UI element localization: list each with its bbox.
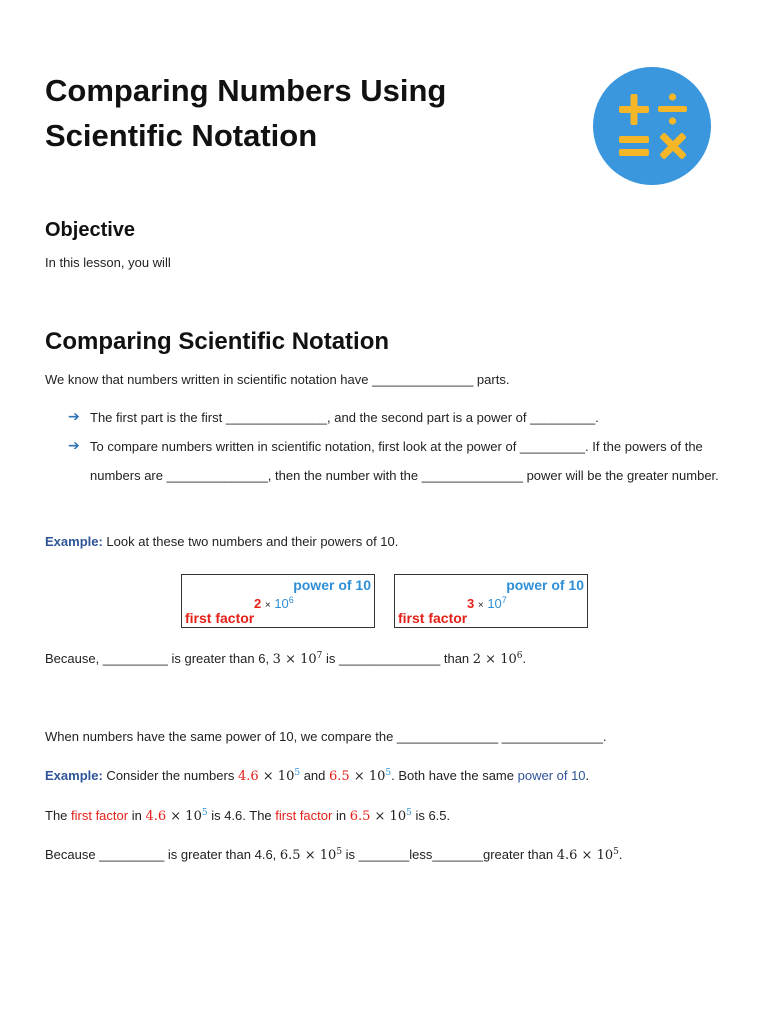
section-heading: Comparing Scientific Notation — [45, 328, 390, 355]
times-sign: × — [264, 600, 271, 611]
period: . — [522, 651, 527, 666]
math-expression — [350, 809, 412, 824]
coefficient: 4.6 — [145, 809, 167, 824]
example-2-description: Consider the numbers — [102, 768, 238, 783]
exponent: 5 — [201, 808, 208, 818]
intro-text: We know that numbers written in scientific notation have ______________ parts. — [45, 372, 510, 387]
math-expression — [238, 769, 300, 784]
text: in — [332, 808, 350, 823]
text: is 6.5. — [411, 808, 451, 823]
scientific-number — [467, 596, 507, 611]
power-of-10-label: power of 10 — [506, 577, 584, 593]
exponent: 5 — [336, 847, 343, 857]
times-sign: × — [481, 652, 501, 667]
math-operators-icon — [592, 66, 712, 186]
coefficient: 6.5 — [349, 809, 371, 824]
math-expression — [473, 652, 523, 667]
because-line-2 — [45, 846, 622, 865]
math-expression — [280, 848, 342, 863]
bullet-item-1: The first part is the first ______________, and the second part is a power of _________. — [90, 410, 599, 425]
coefficient: 4.6 — [556, 848, 578, 863]
base: 10 — [277, 769, 295, 784]
title-line-1: Comparing Numbers Using — [45, 73, 447, 108]
bullet-item-2: To compare numbers written in scientific notation, first look at the power of _________. If the powers of the numbers are ______________, then the number with the ______________ power will be the greater number. — [90, 439, 719, 483]
exponent: 5 — [385, 768, 392, 778]
base: 10 — [487, 596, 502, 611]
arrow-bullet-icon: ➔ — [68, 408, 80, 424]
because-text: is ______________ than — [322, 651, 473, 666]
coefficient: 2 — [472, 652, 482, 667]
period: . — [618, 847, 623, 862]
times-sign: × — [300, 848, 320, 863]
scientific-number — [254, 596, 294, 611]
exponent: 7 — [316, 651, 323, 661]
objective-text: In this lesson, you will — [45, 255, 171, 270]
coefficient: 6.5 — [279, 848, 301, 863]
times-sign: × — [577, 848, 597, 863]
exponent: 6 — [516, 651, 523, 661]
example-1-text — [45, 533, 398, 551]
base: 10 — [368, 769, 386, 784]
times-sign: × — [166, 809, 186, 824]
times-sign: × — [280, 652, 301, 667]
arrow-bullet-icon: ➔ — [68, 437, 80, 453]
and-text: and — [300, 768, 329, 783]
base: 10 — [300, 652, 317, 667]
base: 10 — [274, 596, 289, 611]
because-text: is _______less_______greater than — [342, 847, 557, 862]
because-text: Because, _________ is greater than 6, — [45, 651, 273, 666]
page-title — [45, 68, 565, 158]
example-box-1 — [181, 574, 375, 628]
times-sign: × — [349, 769, 369, 784]
example-1-description: Look at these two numbers and their powers of 10. — [102, 534, 399, 549]
base: 10 — [319, 848, 337, 863]
power-of-10-label: power of 10 — [293, 577, 371, 593]
base: 10 — [596, 848, 614, 863]
exponent: 5 — [406, 808, 412, 818]
same-power-text: When numbers have the same power of 10, we compare the ______________ ______________. — [45, 729, 607, 744]
times-sign: × — [258, 769, 278, 784]
times-sign: × — [370, 809, 390, 824]
title-line-2: Scientific Notation — [45, 118, 318, 153]
example-box-2 — [394, 574, 588, 628]
text: The — [45, 808, 72, 823]
math-expression — [145, 809, 207, 824]
base: 10 — [500, 652, 517, 667]
example-label: Example: — [45, 534, 103, 549]
coefficient: 2 — [254, 596, 262, 611]
text: is 4.6. The — [207, 808, 276, 823]
example-2-tail: . Both have the same — [391, 768, 518, 783]
period: . — [585, 768, 590, 783]
base: 10 — [389, 809, 407, 824]
text: in — [128, 808, 146, 823]
exponent: 6 — [288, 595, 294, 605]
coefficient: 6.5 — [329, 769, 350, 784]
times-sign: × — [477, 600, 484, 611]
math-expression — [273, 652, 323, 667]
coefficient: 3 — [272, 652, 281, 667]
math-expression — [557, 848, 619, 863]
first-factor-label: first factor — [185, 610, 255, 626]
first-factor-highlight: first factor — [275, 808, 333, 823]
base: 10 — [185, 809, 202, 824]
objective-heading: Objective — [45, 219, 136, 241]
first-factor-label: first factor — [398, 610, 468, 626]
coefficient: 4.6 — [237, 769, 259, 784]
first-factor-highlight: first factor — [71, 808, 129, 823]
exponent: 7 — [501, 595, 507, 605]
example-label: Example: — [45, 768, 103, 783]
exponent: 5 — [613, 847, 619, 857]
math-expression — [329, 769, 391, 784]
first-factor-line — [45, 807, 450, 826]
power-of-10-highlight: power of 10 — [517, 768, 586, 783]
because-line-1 — [45, 650, 526, 669]
example-2-text — [45, 767, 589, 786]
coefficient: 3 — [467, 596, 475, 611]
because-text: Because _________ is greater than 4.6, — [45, 847, 280, 862]
exponent: 5 — [294, 768, 301, 778]
